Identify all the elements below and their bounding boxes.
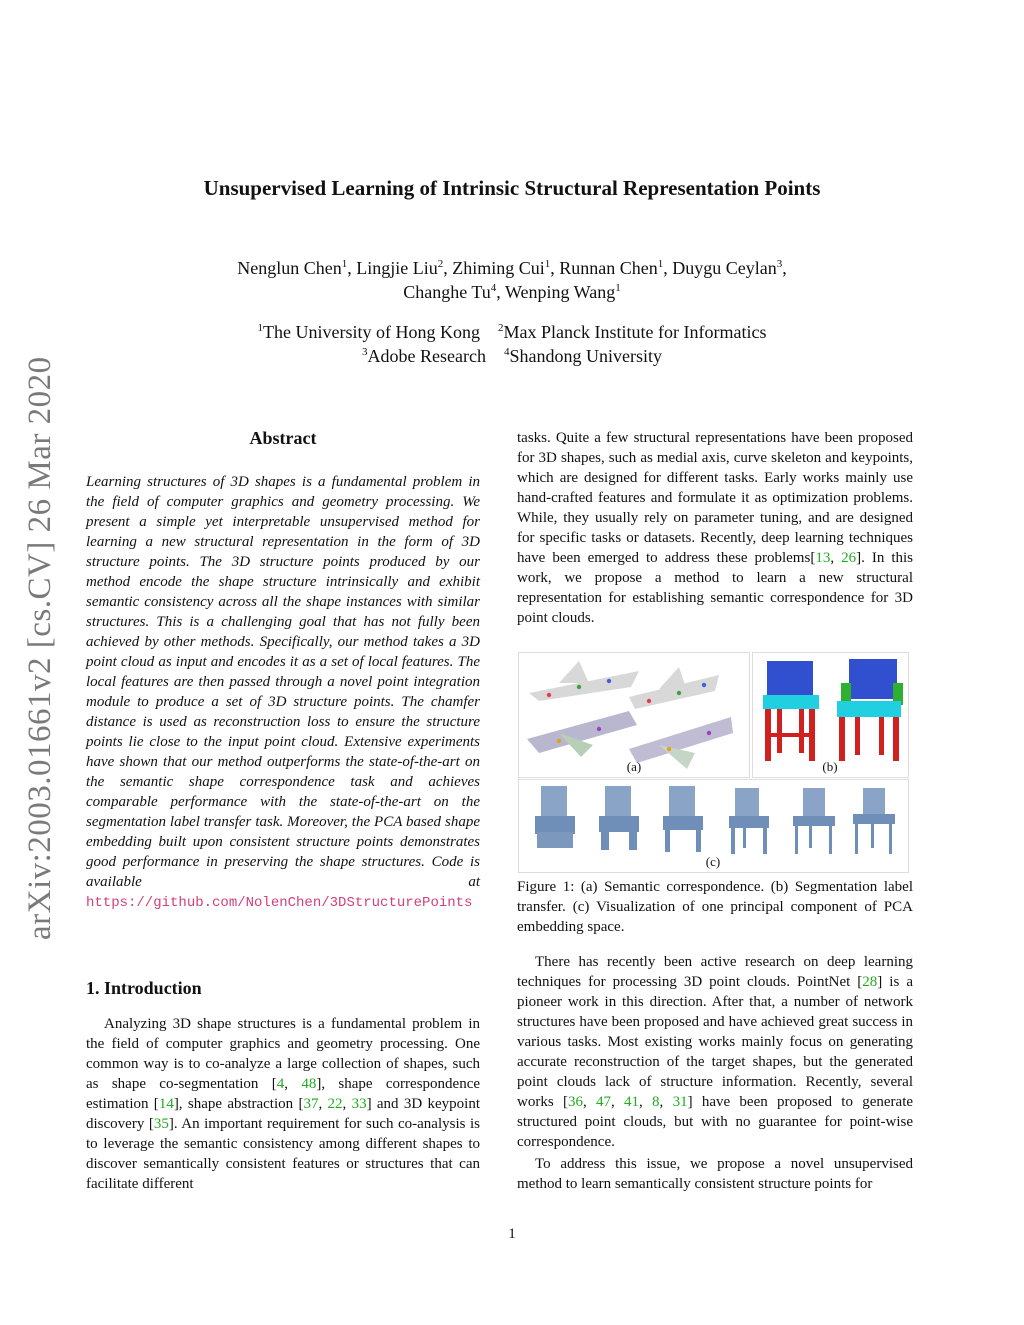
chair-shape (729, 788, 769, 854)
figure-panel-b (752, 652, 909, 778)
chair-shape (853, 788, 895, 854)
text-run: ] have been proposed to generate structured point clouds, but with no guarantee for point-wise correspondence. (517, 1094, 914, 1150)
author-affil-mark: 1 (544, 258, 551, 270)
citation-link[interactable]: 36 (567, 1094, 583, 1110)
author-affil-mark: 3 (776, 258, 783, 270)
chair-sequence (535, 786, 895, 854)
affil-number: 4 (503, 346, 510, 358)
author: , Wenping Wang (496, 282, 616, 302)
text-run: ] and 3D keypoint discovery [ (86, 1096, 480, 1132)
affiliation: Max Planck Institute for Informatics (503, 322, 767, 342)
citation-link[interactable]: 26 (841, 550, 857, 566)
author: , Runnan Chen (550, 258, 658, 278)
text-run: , (639, 1094, 653, 1110)
author-list (150, 256, 874, 304)
figure-label-a: (a) (626, 759, 642, 774)
text-run: ], shape abstraction [ (173, 1096, 304, 1112)
chair-shape (663, 786, 703, 852)
author-affil-mark: 1 (341, 258, 348, 270)
page-number: 1 (508, 1226, 516, 1242)
citation-link[interactable]: 14 (158, 1096, 174, 1112)
airplane-point-cloud (529, 661, 719, 709)
text-run: Analyzing 3D shape structures is a fundamental problem in the field of computer graphics and geometry processing. One common way is to co-analyze a large collection of shapes, such as shape co-segmentation [ (86, 1016, 480, 1092)
text-run: , (342, 1096, 352, 1112)
affiliation: Shandong University (509, 346, 662, 366)
citation-link[interactable]: 13 (815, 550, 831, 566)
citation-link[interactable]: 4 (276, 1076, 285, 1092)
text-run: , (582, 1094, 596, 1110)
chair-right (837, 659, 903, 761)
chair-shape (599, 786, 639, 850)
affiliation: The University of Hong Kong (263, 322, 481, 342)
section-heading-introduction: 1. Introduction (86, 978, 202, 998)
author-affil-mark: 1 (615, 282, 621, 294)
author-affil-mark: 2 (437, 258, 444, 270)
affil-number: 1 (257, 322, 264, 334)
figure-panel-a (518, 652, 750, 778)
affil-number: 3 (362, 346, 368, 358)
figure-panel-c (518, 779, 909, 873)
right-column-paragraph (517, 952, 913, 1152)
author: Nenglun Chen (237, 258, 342, 278)
citation-link[interactable]: 37 (303, 1096, 319, 1112)
affil-number: 2 (498, 322, 504, 334)
citation-link[interactable]: 22 (327, 1096, 343, 1112)
chair-shape (793, 788, 835, 854)
text-run: , (284, 1076, 302, 1092)
right-column-paragraph: To address this issue, we propose a novel unsupervised method to learn semantically consistent structure points for (517, 1156, 913, 1192)
code-link[interactable]: https://github.com/NolenChen/3DStructurePoints (86, 895, 473, 911)
author-affil-mark: 4 (490, 282, 497, 294)
paper-title: Unsupervised Learning of Intrinsic Structural Representation Points (203, 176, 821, 200)
affiliation: Adobe Research (367, 346, 486, 366)
text-run: ]. In this work, we propose a method to learn a new structural representation for establishing semantic correspondence for 3D point clouds. (517, 550, 913, 626)
text-run: There has recently been active research on deep learning techniques for processing 3D point clouds. PointNet [ (517, 954, 913, 990)
affiliation-list (150, 320, 874, 368)
text-run: tasks. Quite a few structural representations have been proposed for 3D shapes, such as medial axis, curve skeleton and keypoints, which are designed for different tasks. Early works mainly use hand-crafted features and formulate it as optimization problems. While, they usually rely on parameter tuning, and are designed for specific tasks or datasets. Recently, deep learning techniques have been emerged to address these problems[ (517, 430, 913, 566)
figure-label-c: (c) (705, 854, 721, 869)
text-run: , (318, 1096, 328, 1112)
right-column-paragraph (517, 428, 913, 628)
citation-link[interactable]: 8 (652, 1094, 660, 1110)
text-run: , (610, 1094, 624, 1110)
citation-link[interactable]: 47 (595, 1094, 611, 1110)
citation-link[interactable]: 31 (672, 1094, 688, 1110)
abstract-heading: Abstract (249, 428, 317, 448)
chair-left (763, 661, 819, 761)
author-affil-mark: 1 (657, 258, 664, 270)
text-run: , (659, 1094, 673, 1110)
arxiv-stamp: arXiv:2003.01661v2 [cs.CV] 26 Mar 2020 (22, 356, 58, 940)
figure-label-b: (b) (822, 759, 838, 774)
author: , Zhiming Cui (443, 258, 545, 278)
chair-shape (535, 786, 575, 848)
intro-paragraph (86, 1014, 480, 1194)
citation-link[interactable]: 28 (862, 974, 878, 990)
author: , Duygu Ceylan (663, 258, 777, 278)
author: , Lingjie Liu (347, 258, 438, 278)
pca-chair-sequence-figure (519, 780, 908, 858)
text-run: ], shape correspondence estimation [ (86, 1076, 481, 1112)
text-run: ] is a pioneer work in this direction. After that, a number of network structures have been proposed and have achieved great success in various tasks. Most existing works mainly focus on generating accurate reconstruction of the target shapes, but the generated point clouds lack of structure information. Recently, several works [ (517, 974, 913, 1110)
author-sep: , (782, 258, 787, 278)
citation-link[interactable]: 35 (153, 1116, 169, 1132)
citation-link[interactable]: 41 (624, 1094, 639, 1110)
text-run: , (830, 550, 842, 566)
author: Changhe Tu (403, 282, 491, 302)
citation-link[interactable]: 48 (301, 1076, 317, 1092)
figure-caption: Figure 1: (a) Semantic correspondence. (b) Segmentation label transfer. (c) Visualization of one principal component of PCA embedding space. (517, 879, 913, 935)
text-run: ]. An important requirement for such co-analysis is to leverage the semantic consistency among different shapes to discover semantically consistent features or structures that can facilitate different (86, 1116, 481, 1192)
abstract-text: Learning structures of 3D shapes is a fundamental problem in the field of computer graphics and geometry processing. We present a simple yet interpretable unsupervised method for learning a new structural representation in the form of 3D structure points. The 3D structure points produced by our method encode the shape structure intrinsically and exhibit semantic consistency across all the shape instances with similar structures. This is a challenging goal that has not fully been achieved by other methods. Specifically, our method takes a 3D point cloud as input and encodes it as a set of local features. The local features are then passed through a novel point integration module to produce a set of 3D structure points. The chamfer distance is used as reconstruction loss to ensure the structure points lie close to the input point cloud. Extensive experiments have shown that our method outperforms the state-of-the-art on the semantic shape correspondence task and achieves comparable performance with the state-of-the-art on the segmentation label transfer task. Moreover, the PCA based shape embedding built upon consistent structure points demonstrates good performance in preserving the shape structures. Code is available at (86, 474, 480, 890)
abstract-body (86, 472, 480, 913)
citation-link[interactable]: 33 (351, 1096, 367, 1112)
